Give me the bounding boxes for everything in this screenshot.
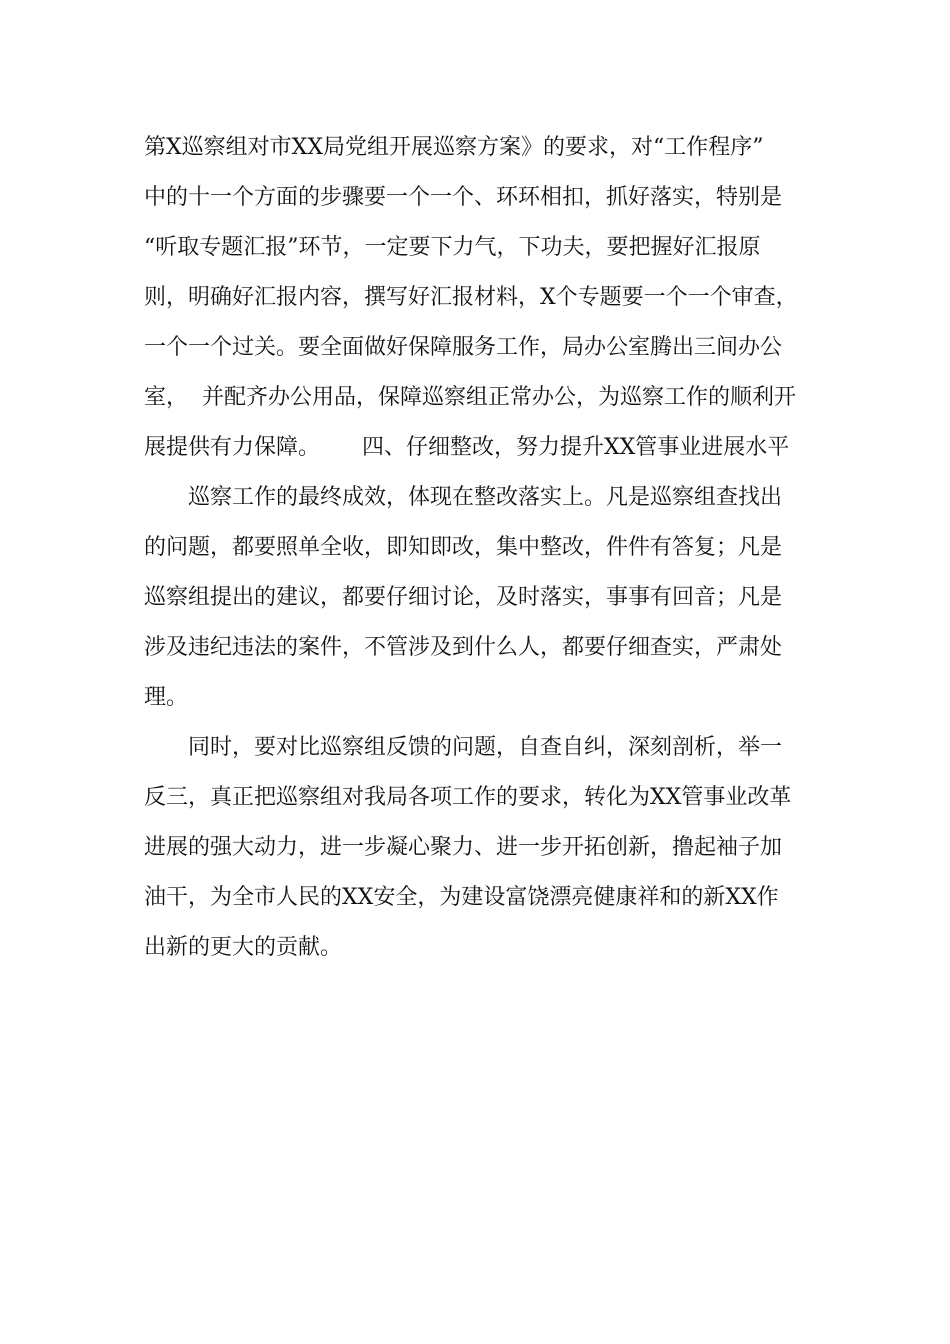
text-line: 反三，真正把巡察组对我局各项工作的要求，转化为XX管事业改革 [144, 785, 792, 810]
text-line: 理。 [144, 685, 189, 710]
text-line: 展提供有力保障。 四、仔细整改，努力提升XX管事业进展水平 [144, 435, 790, 460]
text-line: 涉及违纪违法的案件，不管涉及到什么人，都要仔细查实，严肃处 [144, 635, 783, 660]
paragraph-first-line: 巡察工作的最终成效，体现在整改落实上。凡是巡察组查找出 [188, 485, 783, 510]
text-line: 的问题，都要照单全收，即知即改，集中整改，件件有答复；凡是 [144, 535, 783, 560]
text-line: 室， 并配齐办公用品，保障巡察组正常办公，为巡察工作的顺利开 [144, 385, 796, 410]
text-line: 第X巡察组对市XX局党组开展巡察方案》的要求，对“工作程序” [144, 135, 764, 160]
text-line: 一个一个过关。要全面做好保障服务工作，局办公室腾出三间办公 [144, 335, 783, 360]
text-line: 油干，为全市人民的XX安全，为建设富饶漂亮健康祥和的新XX作 [144, 885, 779, 910]
text-line: 巡察组提出的建议，都要仔细讨论，及时落实，事事有回音；凡是 [144, 585, 783, 610]
document-body [144, 128, 814, 978]
text-line: 则，明确好汇报内容，撰写好汇报材料，X个专题要一个一个审查， [144, 285, 798, 310]
text-line: “听取专题汇报”环节，一定要下力气，下功夫，要把握好汇报原 [144, 235, 761, 260]
text-line: 出新的更大的贡献。 [144, 935, 343, 960]
text-line: 进展的强大动力，进一步凝心聚力、进一步开拓创新，撸起袖子加 [144, 835, 783, 860]
text-line: 中的十一个方面的步骤要一个一个、环环相扣，抓好落实，特别是 [144, 185, 783, 210]
paragraph-first-line: 同时，要对比巡察组反馈的问题，自查自纠，深刻剖析，举一 [188, 735, 783, 760]
